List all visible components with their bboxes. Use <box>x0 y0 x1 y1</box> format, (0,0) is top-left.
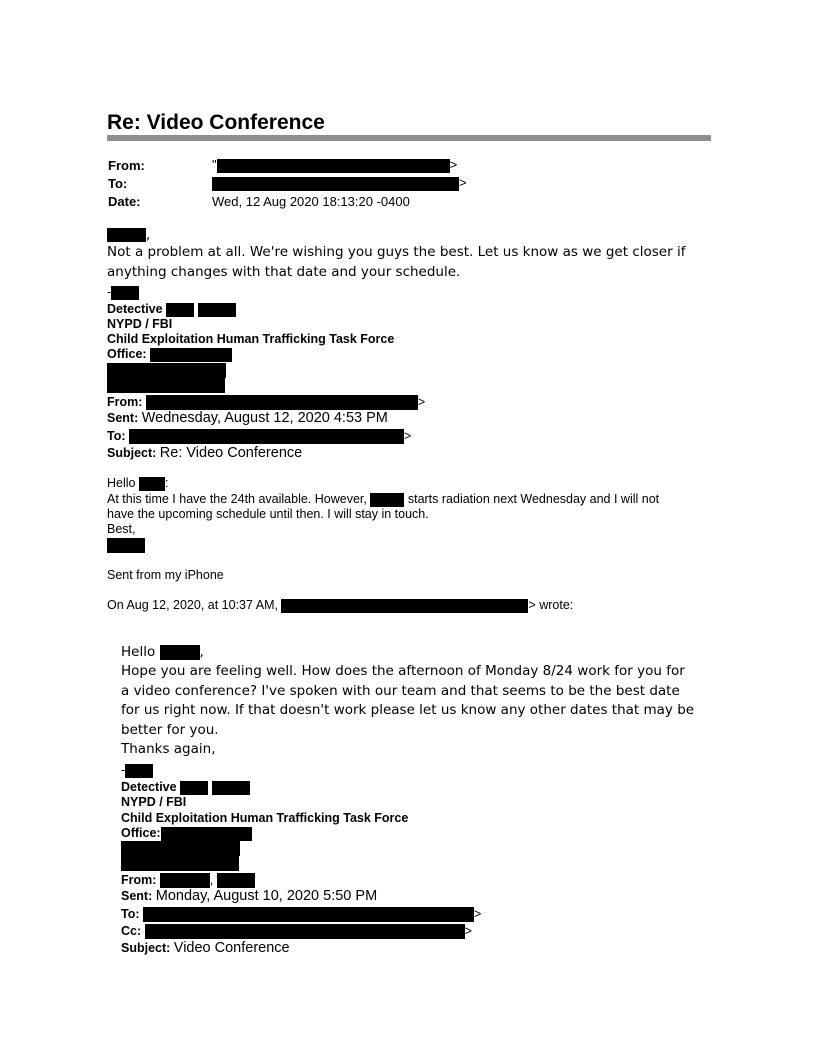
redaction <box>281 599 528 613</box>
reply1-body: Not a problem at all. We're wishing you guys the best. Let us know as we get closer if anything changes with that date and your schedule. <box>107 244 686 280</box>
salutation-comma: , <box>146 227 151 243</box>
redaction <box>160 873 210 888</box>
redaction <box>121 856 239 871</box>
redaction <box>198 303 236 317</box>
redaction <box>166 303 194 317</box>
sig1-unit: Child Exploitation Human Trafficking Task Force <box>107 332 395 346</box>
to-suffix: > <box>459 175 467 190</box>
redaction <box>146 395 418 410</box>
title-rule <box>107 135 711 141</box>
quoted2-body: Hope you are feeling well. How does the afternoon of Monday 8/24 work for you for a video conference? I've spoken with our team and that seems to be the best date for us right now. If that doesn't work please let us know any other dates that may be better for you. <box>121 663 695 738</box>
quoted2-sent: Sent: Monday, August 10, 2020 5:50 PM <box>121 888 378 904</box>
quoted1-subject: Subject: Re: Video Conference <box>107 445 303 461</box>
from-value <box>212 157 457 173</box>
to-label: To: <box>108 176 128 191</box>
redaction <box>111 286 139 300</box>
redaction <box>143 907 474 922</box>
from-suffix: > <box>449 157 458 172</box>
redaction <box>125 764 153 778</box>
redaction <box>129 429 404 444</box>
sig1-org: NYPD / FBI <box>107 317 173 331</box>
sig2-org: NYPD / FBI <box>121 795 187 809</box>
reply2-closing: Best, <box>107 522 136 536</box>
redaction <box>212 177 459 191</box>
redaction <box>217 873 255 888</box>
sent-from-iphone: Sent from my iPhone <box>107 568 224 582</box>
redaction <box>107 538 145 553</box>
wrote-line: On Aug 12, 2020, at 10:37 AM, > wrote: <box>107 598 574 612</box>
redaction <box>160 645 200 660</box>
redaction <box>161 827 252 841</box>
sig1-dash: - <box>107 285 139 301</box>
quoted2-from: From: , <box>121 872 255 889</box>
quoted2-to: To: > <box>121 907 482 921</box>
from-label: From: <box>108 158 145 173</box>
redaction <box>139 477 165 491</box>
sig2-office: Office: <box>121 826 252 842</box>
redaction <box>212 781 250 795</box>
from-quote: " <box>212 157 217 172</box>
to-value <box>212 175 467 191</box>
quoted2-subject: Subject: Video Conference <box>121 940 290 956</box>
reply2-hello: Hello : <box>107 476 169 490</box>
redaction <box>121 841 240 856</box>
redaction <box>145 924 465 939</box>
redaction <box>107 363 226 378</box>
redaction <box>150 348 232 362</box>
redaction <box>370 493 404 507</box>
redaction <box>180 781 208 795</box>
date-label: Date: <box>108 194 141 209</box>
redaction <box>217 159 450 173</box>
date-value: Wed, 12 Aug 2020 18:13:20 -0400 <box>212 194 410 209</box>
quoted1-sent: Sent: Wednesday, August 12, 2020 4:53 PM <box>107 410 388 426</box>
reply2-line1: At this time I have the 24th available. However, starts radiation next Wednesday and I will not <box>107 492 660 506</box>
page-title: Re: Video Conference <box>107 111 325 134</box>
sig2-detective: Detective <box>121 780 250 796</box>
quoted1-from: From: > <box>107 395 426 409</box>
quoted2-cc: Cc: > <box>121 924 472 938</box>
reply2-line2: have the upcoming schedule until then. I will stay in touch. <box>107 507 429 521</box>
redaction <box>107 378 225 393</box>
sig1-detective: Detective <box>107 302 236 318</box>
redaction <box>107 228 146 242</box>
sig2-dash: - <box>121 763 153 779</box>
sig2-unit: Child Exploitation Human Trafficking Task Force <box>121 811 409 825</box>
quoted2-thanks: Thanks again, <box>121 741 216 757</box>
sig1-office: Office: <box>107 347 232 363</box>
quoted2-hello: Hello , <box>121 644 204 660</box>
quoted1-to: To: > <box>107 429 412 443</box>
